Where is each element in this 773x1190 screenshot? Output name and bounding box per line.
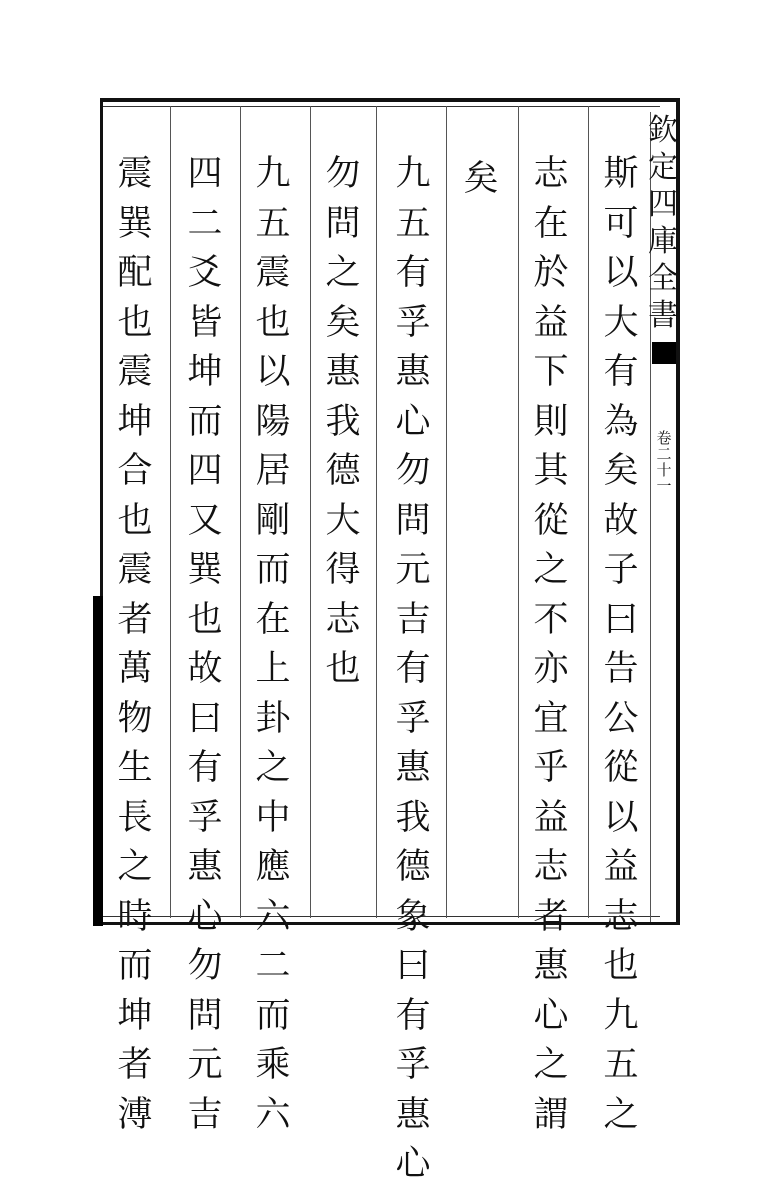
glyph: 九 [395, 154, 431, 194]
glyph: 大 [325, 500, 361, 541]
glyph: 惠 [395, 748, 431, 788]
glyph: 而 [187, 401, 223, 442]
glyph: 其 [533, 451, 569, 491]
glyph: 心 [533, 995, 569, 1036]
glyph: 孚 [395, 698, 431, 739]
glyph: 萬 [117, 649, 153, 689]
glyph: 二 [656, 445, 672, 463]
text-column-7 [178, 150, 232, 1140]
column-rule [170, 106, 171, 918]
glyph: 生 [117, 748, 153, 788]
glyph: 子 [603, 550, 639, 590]
glyph: 德 [325, 451, 361, 491]
glyph: 有 [395, 995, 431, 1036]
glyph: 也 [255, 302, 291, 343]
glyph: 謂 [533, 1094, 569, 1135]
glyph: 志 [325, 599, 361, 640]
glyph: 配 [117, 253, 153, 293]
glyph: 孚 [187, 797, 223, 838]
glyph: 我 [325, 401, 361, 442]
glyph: 惠 [395, 1094, 431, 1135]
glyph: 孚 [395, 1045, 431, 1085]
glyph: 五 [255, 203, 291, 244]
glyph: 之 [325, 253, 361, 293]
glyph: 以 [603, 253, 639, 293]
glyph: 乎 [533, 748, 569, 788]
glyph: 告 [603, 649, 639, 689]
glyph: 也 [117, 500, 153, 541]
glyph: 志 [603, 896, 639, 937]
glyph: 也 [117, 302, 153, 343]
glyph: 德 [395, 847, 431, 887]
glyph: 不 [533, 599, 569, 640]
glyph: 上 [255, 649, 291, 689]
glyph: 者 [533, 896, 569, 937]
column-rule [376, 106, 377, 918]
glyph: 有 [395, 649, 431, 689]
glyph: 居 [255, 451, 291, 491]
glyph: 志 [533, 847, 569, 887]
glyph: 中 [255, 797, 291, 838]
glyph: 惠 [325, 352, 361, 392]
glyph: 從 [533, 500, 569, 541]
column-rule [240, 106, 241, 918]
glyph: 元 [395, 550, 431, 590]
glyph: 之 [533, 550, 569, 590]
glyph: 亦 [533, 649, 569, 689]
frame-border-top [100, 98, 680, 102]
glyph: 剛 [255, 500, 291, 541]
glyph: 矣 [603, 451, 639, 491]
glyph: 宜 [533, 698, 569, 739]
glyph: 皆 [187, 302, 223, 343]
glyph: 從 [603, 748, 639, 788]
glyph: 惠 [533, 946, 569, 986]
glyph: 巽 [187, 550, 223, 590]
column-rule [446, 106, 447, 918]
glyph: 二 [187, 203, 223, 244]
glyph: 為 [603, 401, 639, 442]
glyph: 下 [533, 352, 569, 392]
text-column-4 [386, 150, 440, 1190]
text-column-2 [524, 150, 578, 1140]
glyph: 坤 [117, 995, 153, 1036]
glyph: 大 [603, 302, 639, 343]
glyph: 也 [187, 599, 223, 640]
fish-tail-mark [652, 342, 676, 364]
text-column-3 [454, 155, 508, 205]
glyph: 九 [603, 995, 639, 1036]
glyph: 震 [117, 154, 153, 194]
glyph: 益 [533, 302, 569, 343]
glyph: 問 [395, 500, 431, 541]
glyph: 全 [648, 261, 678, 296]
glyph: 定 [648, 150, 678, 185]
glyph: 之 [603, 1094, 639, 1135]
glyph: 有 [187, 748, 223, 788]
glyph: 之 [255, 748, 291, 788]
glyph: 吉 [187, 1094, 223, 1135]
glyph: 吉 [395, 599, 431, 640]
margin-column [650, 112, 676, 922]
glyph: 者 [117, 599, 153, 640]
glyph: 又 [187, 500, 223, 541]
glyph: 益 [533, 797, 569, 838]
glyph: 志 [533, 154, 569, 194]
glyph: 則 [533, 401, 569, 442]
glyph: 坤 [187, 352, 223, 392]
glyph: 得 [325, 550, 361, 590]
glyph: 之 [117, 847, 153, 887]
glyph: 也 [603, 946, 639, 986]
glyph: 庫 [648, 224, 678, 259]
glyph: 故 [603, 500, 639, 541]
glyph: 二 [255, 946, 291, 986]
column-rule [518, 106, 519, 918]
glyph: 而 [255, 550, 291, 590]
glyph: 四 [187, 451, 223, 491]
glyph: 欽 [648, 113, 678, 148]
glyph: 心 [187, 896, 223, 937]
glyph: 合 [117, 451, 153, 491]
glyph: 在 [255, 599, 291, 640]
glyph: 勿 [325, 154, 361, 194]
glyph: 而 [117, 946, 153, 986]
text-column-5 [316, 150, 370, 695]
glyph: 四 [187, 154, 223, 194]
glyph: 惠 [187, 847, 223, 887]
glyph: 我 [395, 797, 431, 838]
glyph: 勿 [187, 946, 223, 986]
glyph: 六 [255, 1094, 291, 1135]
glyph: 卷 [656, 429, 672, 447]
glyph: 時 [117, 896, 153, 937]
glyph: 而 [255, 995, 291, 1036]
glyph: 物 [117, 698, 153, 739]
glyph: 六 [255, 896, 291, 937]
glyph: 卦 [255, 698, 291, 739]
glyph: 問 [325, 203, 361, 244]
text-column-6 [246, 150, 300, 1140]
margin-book-title [650, 112, 676, 334]
glyph: 元 [187, 1045, 223, 1085]
text-column-8 [108, 150, 162, 1140]
glyph: 有 [603, 352, 639, 392]
glyph: 震 [255, 253, 291, 293]
glyph: 五 [395, 203, 431, 244]
glyph: 以 [255, 352, 291, 392]
glyph: 長 [117, 797, 153, 838]
glyph: 以 [603, 797, 639, 838]
glyph: 惠 [395, 352, 431, 392]
glyph: 震 [117, 352, 153, 392]
glyph: 溥 [117, 1094, 153, 1135]
text-column-1 [594, 150, 648, 1140]
glyph: 有 [395, 253, 431, 293]
margin-volume-number [652, 430, 676, 494]
glyph: 應 [255, 847, 291, 887]
glyph: 一 [656, 477, 672, 495]
glyph: 坤 [117, 401, 153, 442]
glyph: 問 [187, 995, 223, 1036]
glyph: 爻 [187, 253, 223, 293]
glyph: 四 [648, 187, 678, 222]
glyph: 曰 [603, 599, 639, 640]
column-rule [310, 106, 311, 918]
glyph: 益 [603, 847, 639, 887]
glyph: 勿 [395, 451, 431, 491]
glyph: 孚 [395, 302, 431, 343]
glyph: 象 [395, 896, 431, 937]
glyph: 公 [603, 698, 639, 739]
glyph: 者 [117, 1045, 153, 1085]
glyph: 矣 [325, 302, 361, 343]
glyph: 斯 [603, 154, 639, 194]
glyph: 乘 [255, 1045, 291, 1085]
glyph: 矣 [463, 159, 499, 199]
glyph: 書 [648, 298, 678, 333]
glyph: 心 [395, 401, 431, 442]
glyph: 曰 [187, 698, 223, 739]
glyph: 震 [117, 550, 153, 590]
glyph: 陽 [255, 401, 291, 442]
glyph: 九 [255, 154, 291, 194]
frame-left-mark [93, 596, 103, 926]
frame-inner-top [100, 106, 660, 107]
glyph: 五 [603, 1045, 639, 1085]
glyph: 於 [533, 253, 569, 293]
glyph: 也 [325, 649, 361, 689]
column-rule [588, 106, 589, 918]
glyph: 之 [533, 1045, 569, 1085]
glyph: 十 [656, 461, 672, 479]
glyph: 曰 [395, 946, 431, 986]
glyph: 可 [603, 203, 639, 244]
glyph: 巽 [117, 203, 153, 244]
glyph: 故 [187, 649, 223, 689]
glyph: 在 [533, 203, 569, 244]
glyph: 心 [395, 1144, 431, 1184]
